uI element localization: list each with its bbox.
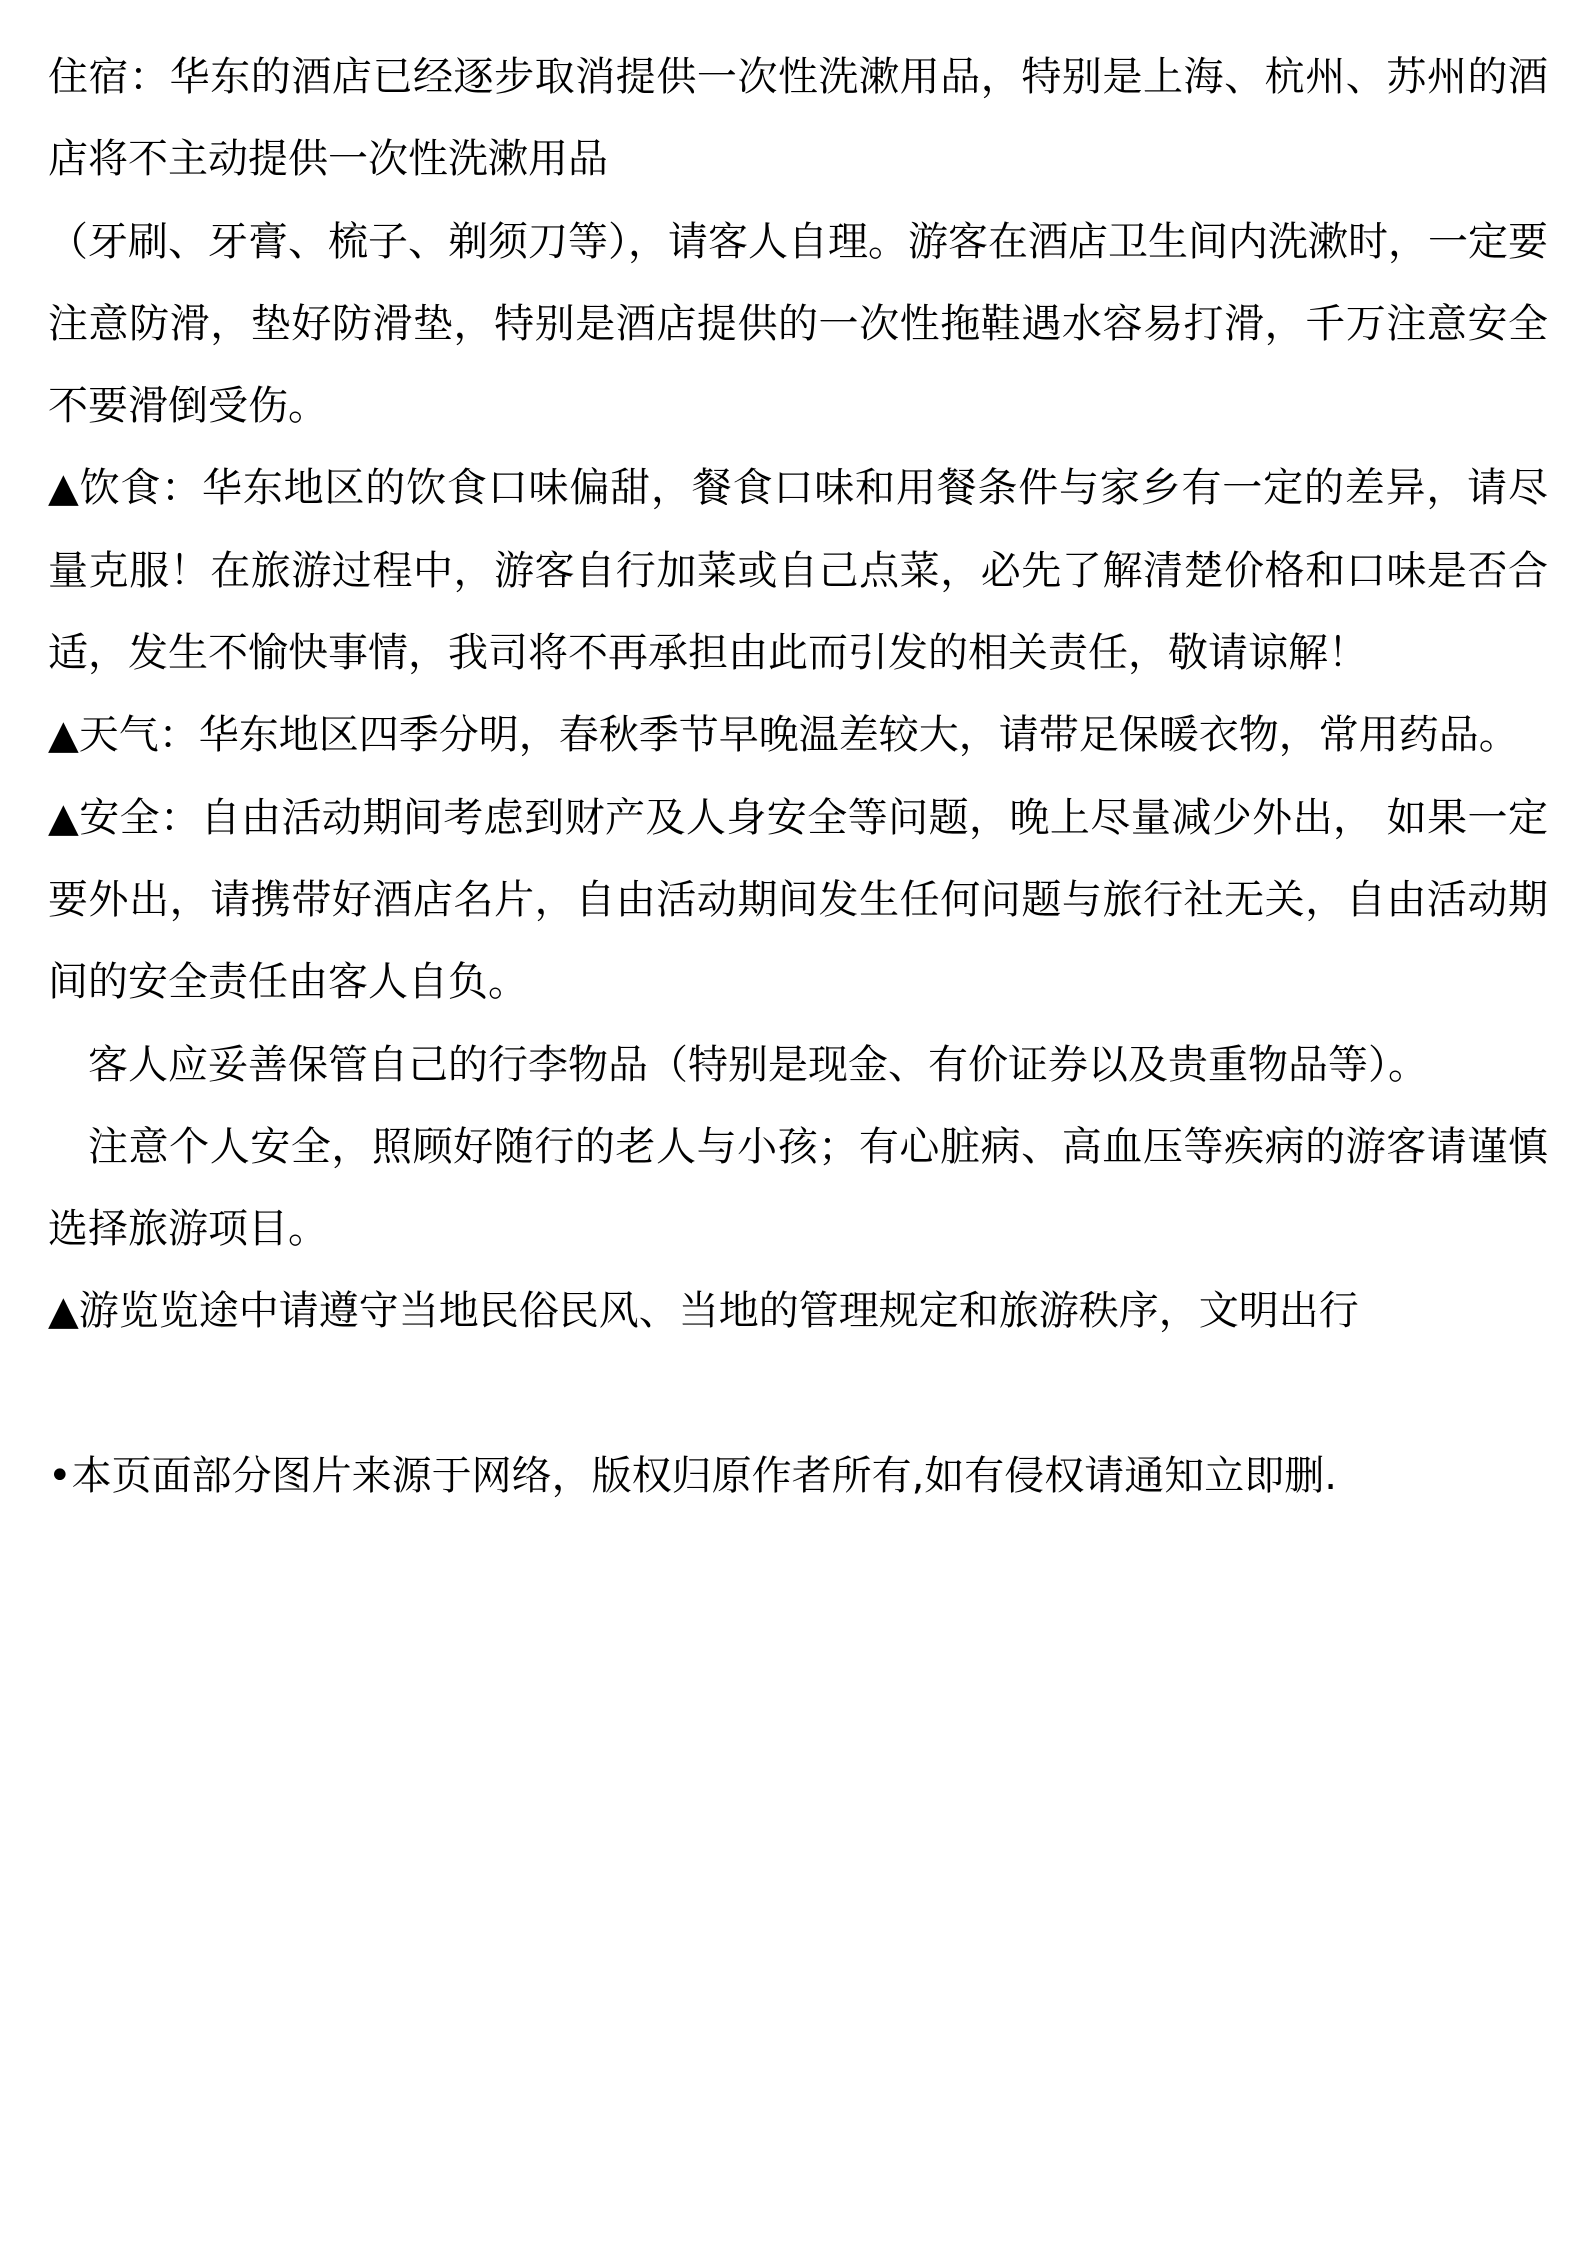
paragraph-belongings: 客人应妥善保管自己的行李物品（特别是现金、有价证券以及贵重物品等）。 bbox=[88, 1041, 1428, 1088]
paragraph-weather: ▲天气：华东地区四季分明，春秋季节早晚温差较大，请带足保暖衣物，常用药品。 bbox=[48, 712, 1519, 759]
spacer bbox=[48, 1353, 1548, 1435]
paragraph-diet: ▲饮食：华东地区的饮食口味偏甜，餐食口味和用餐条件与家乡有一定的差异，请尽量克服！在旅游过程中，游客自行加菜或自己点菜，必先了解清楚价格和口味是否合适，发生不愉快事情，我司将不再承担由此而引发的相关责任，敬请谅解！ bbox=[48, 465, 1548, 677]
footer-copyright-note: •本页面部分图片来源于网络，版权归原作者所有,如有侵权请通知立即删. bbox=[48, 1452, 1338, 1499]
paragraph-accommodation: 住宿：华东的酒店已经逐步取消提供一次性洗漱用品，特别是上海、杭州、苏州的酒店将不主动提供一次性洗漱用品 bbox=[48, 54, 1548, 183]
paragraph-personal-safety: 注意个人安全，照顾好随行的老人与小孩；有心脏病、高血压等疾病的游客请谨慎选择旅游项目。 bbox=[48, 1123, 1548, 1253]
paragraph-etiquette: ▲游览览途中请遵守当地民俗民风、当地的管理规定和旅游秩序，文明出行 bbox=[48, 1288, 1359, 1335]
paragraph-toiletries-safety: （牙刷、牙膏、梳子、剃须刀等），请客人自理。游客在酒店卫生间内洗漱时，一定要注意防滑，垫好防滑垫，特别是酒店提供的一次性拖鞋遇水容易打滑，千万注意安全不要滑倒受伤。 bbox=[48, 218, 1548, 430]
paragraph-safety: ▲安全：自由活动期间考虑到财产及人身安全等问题，晚上尽量减少外出， 如果一定要外出，请携带好酒店名片，自由活动期间发生任何问题与旅行社无关，自由活动期间的安全责任由客人自负。 bbox=[48, 794, 1548, 1006]
document-body bbox=[48, 36, 1548, 1517]
